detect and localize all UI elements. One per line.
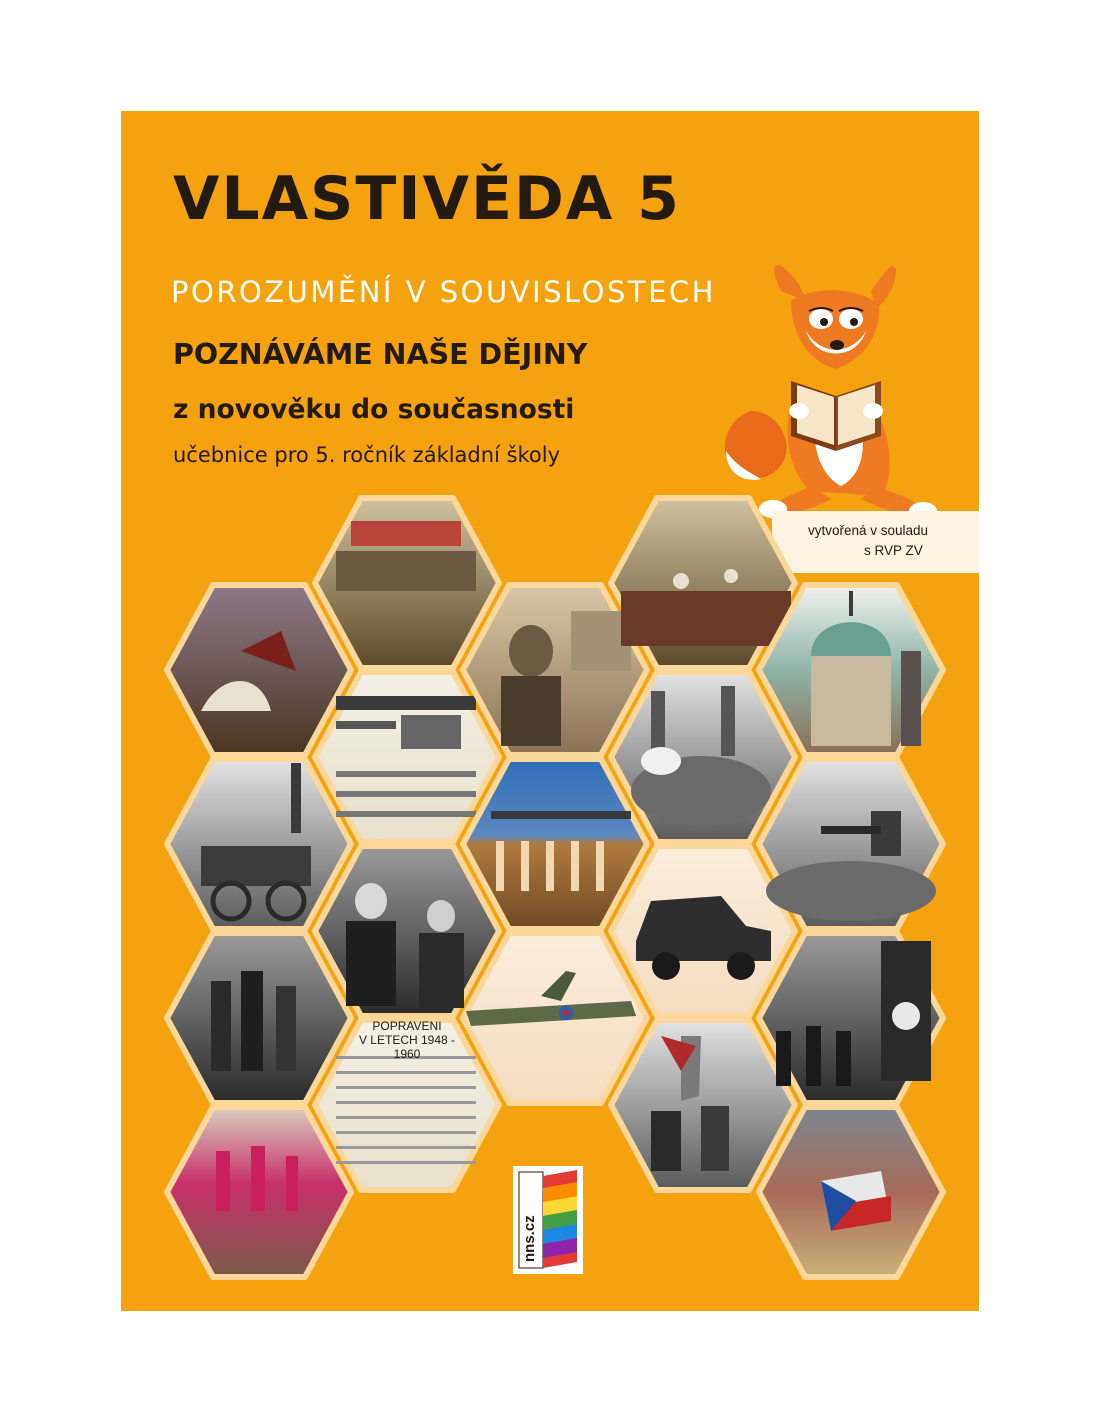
hex-machine-gun xyxy=(759,759,943,929)
hexagon-photo-grid xyxy=(121,111,979,1311)
hex-parade xyxy=(167,933,351,1103)
hex-car xyxy=(611,846,795,1016)
hex-1968 xyxy=(611,1020,795,1190)
hex-flag-march xyxy=(759,933,943,1103)
hex-battle-cavalry xyxy=(121,111,351,755)
publisher-logo xyxy=(513,1166,583,1274)
hex-velvet xyxy=(759,1107,943,1277)
executed-list-title: POPRAVENI xyxy=(372,1019,442,1033)
book-heading-sub: z novověku do současnosti xyxy=(173,394,575,425)
hex-comenius xyxy=(463,585,647,755)
book-cover xyxy=(121,111,979,1311)
publisher-logo-text: nns.cz xyxy=(521,1215,538,1262)
book-subtitle: POROZUMĚNÍ V SOUVISLOSTECH xyxy=(171,275,716,309)
hex-defenestration xyxy=(315,498,499,668)
book-heading: POZNÁVÁME NAŠE DĚJINY xyxy=(173,338,588,371)
hex-revolution xyxy=(611,672,795,842)
hex-president xyxy=(315,846,499,1016)
executed-list-years: V LETECH 1948 - 1960 xyxy=(358,1033,456,1061)
hex-battle-field xyxy=(611,498,795,668)
book-title: VLASTIVĚDA 5 xyxy=(173,164,681,234)
hex-spitfire xyxy=(463,933,647,1103)
hex-national-theatre xyxy=(463,759,647,929)
rvp-line-2: s RVP ZV xyxy=(864,543,923,558)
hex-spartakiada xyxy=(167,1107,351,1277)
book-description: učebnice pro 5. ročník základní školy xyxy=(173,443,561,467)
hex-newspaper xyxy=(315,672,499,842)
hex-locomotive xyxy=(167,759,351,929)
rvp-line-1: vytvořená v souladu xyxy=(808,523,929,538)
executed-list-caption xyxy=(357,1019,457,1061)
